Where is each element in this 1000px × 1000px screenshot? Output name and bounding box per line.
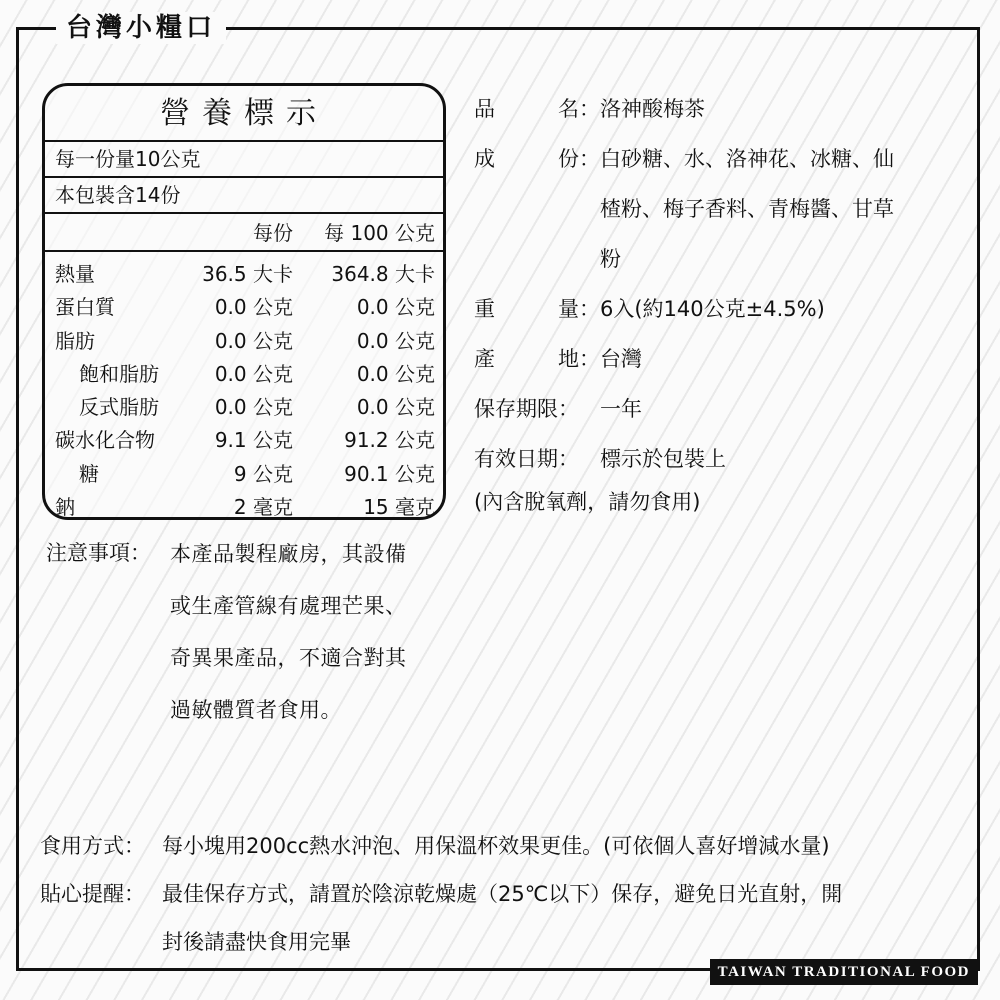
- nutrient-name: 碳水化合物: [55, 428, 155, 453]
- nutrient-row: [45, 391, 443, 424]
- nutrient-name: 熱量: [55, 262, 95, 286]
- expiry-value: 標示於包裝上: [600, 447, 726, 471]
- nutrient-per-serving: 36.5 大卡: [202, 262, 293, 286]
- info-label: 品 名：: [474, 97, 600, 121]
- nutrient-per-100g: 91.2 公克: [344, 428, 435, 453]
- servings-per-pack: 本包裝含14份: [45, 178, 443, 214]
- deoxidizer-note: (內含脫氧劑，請勿食用): [474, 490, 701, 514]
- nutrient-per-serving: 2 毫克: [233, 495, 293, 520]
- info-origin: [474, 334, 970, 384]
- nutrient-row: [45, 258, 443, 291]
- ingredients-text: 白砂糖、水、洛神花、冰糖、仙 楂粉、梅子香料、青梅醬、甘草 粉: [600, 147, 894, 271]
- nutrient-per-100g: 15 毫克: [363, 495, 435, 520]
- nutrient-per-100g: 364.8 大卡: [331, 262, 435, 286]
- serving-size: 每一份量10公克: [45, 142, 443, 178]
- nutrient-name: 脂肪: [55, 328, 95, 353]
- usage-label: 食用方式：: [40, 834, 145, 858]
- info-name: [474, 84, 970, 134]
- nutrient-name: 反式脂肪: [79, 395, 159, 420]
- notice-section: [46, 528, 456, 736]
- nutrient-row: [45, 424, 443, 457]
- nutrient-per-100g: 90.1 公克: [344, 461, 435, 486]
- usage-section: [40, 822, 970, 966]
- col-per-100g: 每 100 公克: [324, 221, 435, 245]
- product-name: 洛神酸梅茶: [600, 97, 705, 121]
- nutrition-rows: [45, 252, 443, 520]
- info-label: 成 份：: [474, 147, 600, 171]
- info-label: 重 量：: [474, 297, 600, 321]
- nutrient-name: 糖: [79, 461, 99, 486]
- nutrient-name: 飽和脂肪: [79, 361, 159, 386]
- info-weight: [474, 284, 970, 334]
- nutrient-name: 鈉: [55, 495, 75, 520]
- nutrient-per-100g: 0.0 公克: [356, 361, 435, 386]
- info-ingredients: [474, 134, 970, 284]
- nutrient-per-serving: 9.1 公克: [214, 428, 293, 453]
- usage-text: 每小塊用200cc熱水沖泡、用保溫杯效果更佳。(可依個人喜好增減水量): [162, 834, 830, 858]
- nutrient-per-100g: 0.0 公克: [356, 295, 435, 320]
- nutrient-per-serving: 0.0 公克: [214, 295, 293, 320]
- reminder-row: [40, 870, 970, 966]
- nutrition-title: 營養標示: [45, 86, 443, 142]
- usage-row: [40, 822, 970, 870]
- info-label: 保存期限：: [474, 397, 579, 421]
- nutrient-per-serving: 9 公克: [233, 461, 293, 486]
- info-label: 有效日期：: [474, 447, 579, 471]
- col-per-serving: 每份: [253, 221, 293, 245]
- nutrient-row: [45, 291, 443, 324]
- nutrient-per-serving: 0.0 公克: [214, 395, 293, 420]
- info-label: 產 地：: [474, 347, 600, 371]
- footer-badge: TAIWAN TRADITIONAL FOOD: [710, 959, 978, 985]
- weight-value: 6入(約140公克±4.5%): [600, 297, 825, 321]
- nutrient-name: 蛋白質: [55, 295, 115, 320]
- product-info: [474, 84, 970, 484]
- brand-logo: 台灣小糧口: [56, 12, 226, 44]
- shelf-life-value: 一年: [600, 397, 642, 421]
- nutrient-per-serving: 0.0 公克: [214, 328, 293, 353]
- nutrient-row: [45, 358, 443, 391]
- nutrient-per-100g: 0.0 公克: [356, 395, 435, 420]
- notice-label: 注意事項：: [46, 541, 151, 565]
- reminder-text: 最佳保存方式，請置於陰涼乾燥處（25℃以下）保存，避免日光直射，開 封後請盡快食用完畢: [162, 882, 843, 954]
- notice-text: 本產品製程廠房，其設備 或生產管線有處理芒果、 奇異果產品，不適合對其 過敏體質者食用。: [170, 542, 407, 722]
- nutrient-row: [45, 325, 443, 358]
- nutrient-row: [45, 491, 443, 520]
- nutrition-panel: [42, 83, 446, 520]
- reminder-label: 貼心提醒：: [40, 882, 145, 906]
- nutrition-header: [45, 214, 443, 252]
- origin-value: 台灣: [600, 347, 642, 371]
- nutrient-row: [45, 458, 443, 491]
- nutrient-per-100g: 0.0 公克: [356, 328, 435, 353]
- nutrient-per-serving: 0.0 公克: [214, 361, 293, 386]
- info-shelf-life: [474, 384, 970, 434]
